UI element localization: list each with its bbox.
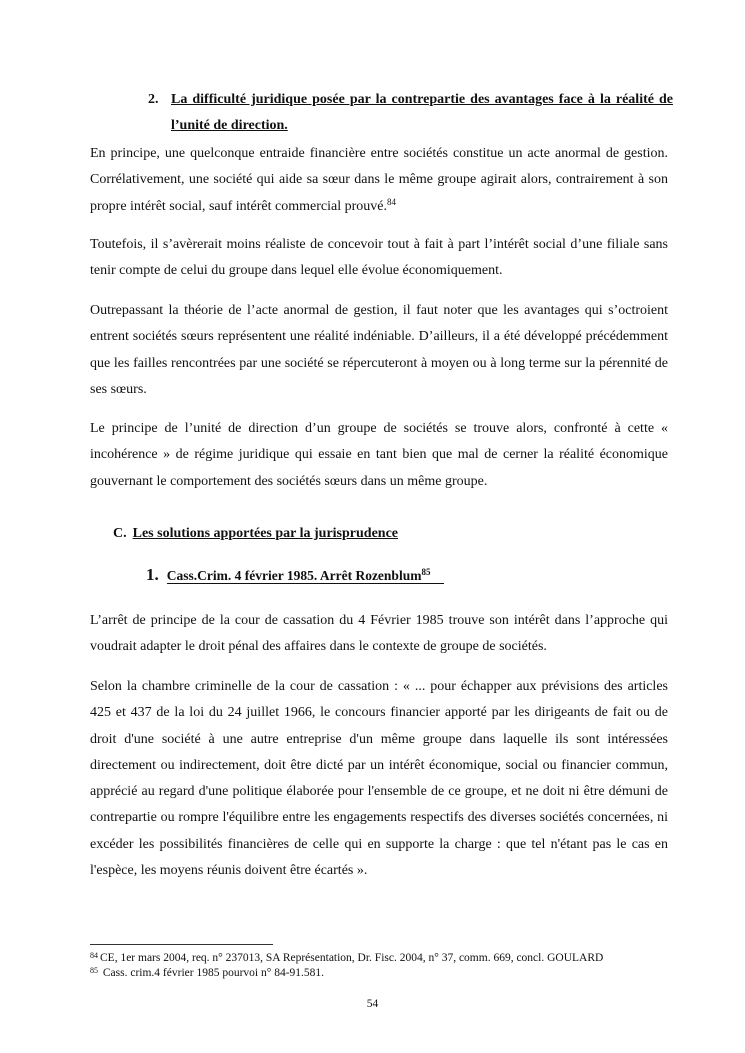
paragraph-text: Le principe de l’unité de direction d’un groupe de sociétés se trouve alors, confronté à cette « incohérence » de régime juridique qui essaie en tant bien que mal de cerner la réalité économique gouvernant le comportement des sociétés sœurs dans un même groupe. <box>90 421 668 489</box>
footnote-ref-84: 84 <box>387 196 396 207</box>
paragraph-5 <box>90 608 668 661</box>
paragraph-text: Outrepassant la théorie de l’acte anormal de gestion, il faut noter que les avantages qui s’octroient entrent sociétés sœurs représentent une réalité indéniable. D’ailleurs, il a été développé précédemment que les failles rencontrées par une société se répercuteront à moyen ou à long terme sur la pérennité de ses sœurs. <box>90 303 668 397</box>
paragraph-text: Toutefois, il s’avèrerait moins réaliste de concevoir tout à fait à part l’intérêt social d’une filiale sans tenir compte de celui du groupe dans lequel elle évolue économiquement. <box>90 237 668 279</box>
paragraph-text: Selon la chambre criminelle de la cour de cassation : « ... pour échapper aux prévisions des articles 425 et 437 de la loi du 24 juillet 1966, le concours financier apporté par les dirigeants de fait ou de droit d'une société à une autre entreprise d'un même groupe dans laquelle ils sont intéressées directement ou indirectement, doit être dicté par un intérêt économique, social ou financier commun, apprécié au regard d'une politique élaborée pour l'ensemble de ce groupe, et ne doit ni être démuni de contrepartie ou rompre l'équilibre entre les engagements respectifs des diverses sociétés concernées, ni excéder les possibilités financières de celle qui en supporte la charge : que tel n'étant pas le cas en l'espèce, les moyens réunis doivent être écartés ». <box>90 679 668 879</box>
section-title: La difficulté juridique posée par la contrepartie des avantages face à la réalité de l’unité de direction. <box>171 92 673 133</box>
paragraph-6 <box>90 674 668 884</box>
page-number: 54 <box>366 998 379 1010</box>
section-title-text: Cass.Crim. 4 février 1985. Arrêt Rozenblum <box>166 568 422 583</box>
section-letter: C. <box>113 526 127 541</box>
section-heading-1 <box>146 562 444 589</box>
paragraph-1 <box>90 141 668 220</box>
paragraph-3 <box>90 298 668 403</box>
section-title: Les solutions apportées par la jurisprudence <box>132 526 398 541</box>
section-heading-2 <box>148 87 673 139</box>
paragraph-4 <box>90 416 668 495</box>
paragraph-text: L’arrêt de principe de la cour de cassation du 4 Février 1985 trouve son intérêt dans l’approche qui voudrait adapter le droit pénal des affaires dans le contexte de groupe de sociétés. <box>90 613 668 655</box>
footnote-text: CE, 1er mars 2004, req. n° 237013, SA Représentation, Dr. Fisc. 2004, n° 37, comm. 669, concl. GOULARD <box>100 952 604 964</box>
section-number: 2. <box>148 92 159 107</box>
footnote-85 <box>90 966 324 981</box>
section-number: 1. <box>146 565 159 584</box>
paragraph-text: En principe, une quelconque entraide financière entre sociétés constitue un acte anormal de gestion. Corrélativement, une société qui aide sa sœur dans le même groupe agirait alors, contrairement à son propre intérêt social, sauf intérêt commercial prouvé. <box>90 146 668 214</box>
section-title <box>167 568 445 584</box>
section-heading-c <box>113 522 398 546</box>
paragraph-2 <box>90 232 668 285</box>
footnote-84 <box>90 951 603 966</box>
footnote-divider <box>90 944 273 945</box>
footnote-text: Cass. crim.4 février 1985 pourvoi n° 84-91.581. <box>100 967 325 979</box>
footnote-ref-85: 85 <box>421 567 431 577</box>
footnote-mark: 84 <box>90 951 98 960</box>
footnote-mark: 85 <box>90 966 98 975</box>
